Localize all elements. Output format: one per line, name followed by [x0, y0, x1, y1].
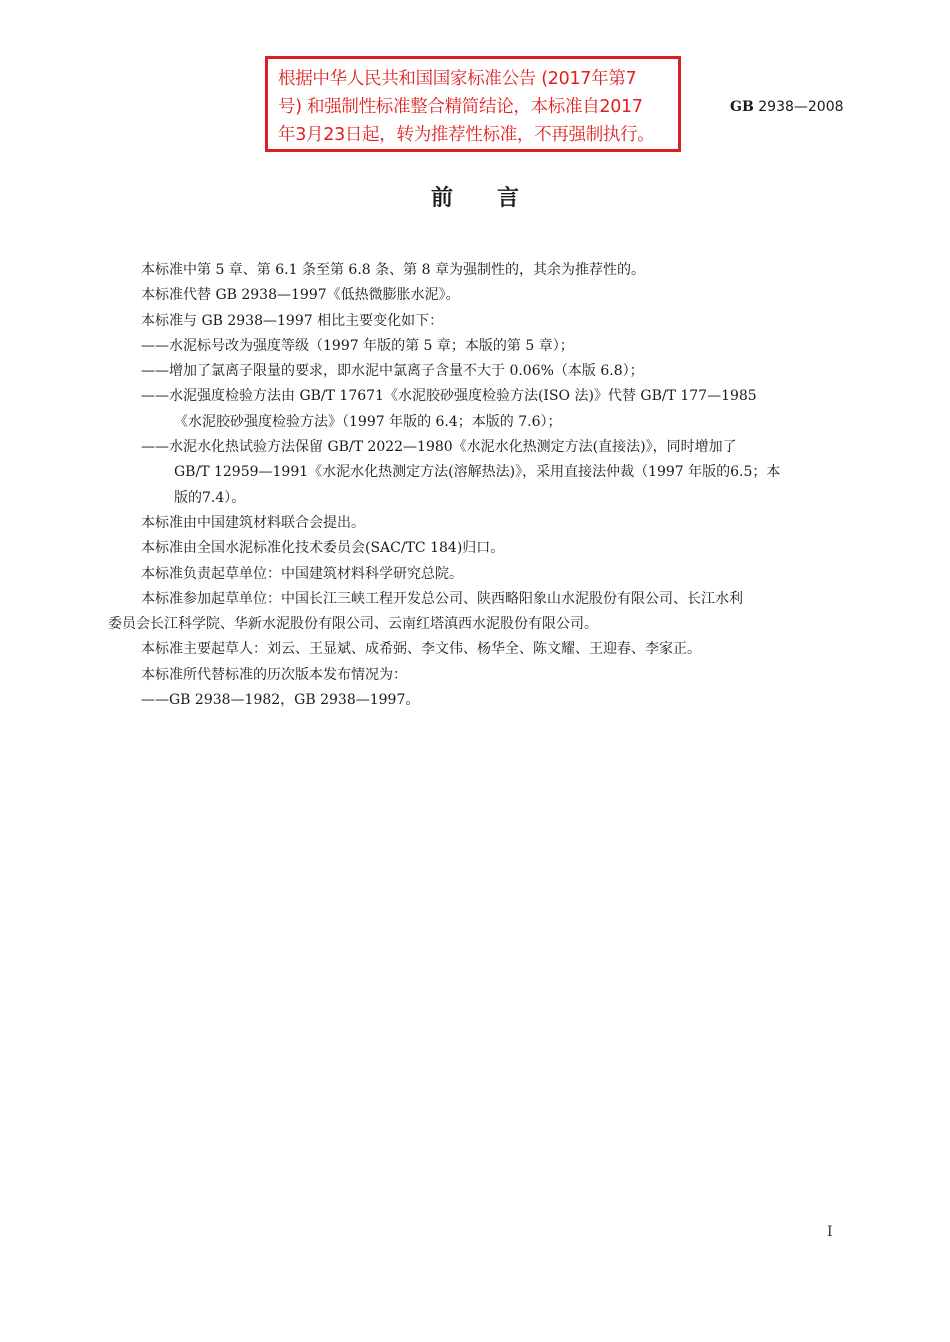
foreword-body: [108, 258, 843, 713]
notice-line: 年3月23日起，转为推荐性标准，不再强制执行。: [278, 125, 655, 145]
page-number: I: [827, 1224, 833, 1240]
paragraph: 本标准主要起草人：刘云、王显斌、成希弼、李文伟、杨华全、陈文耀、王迎春、李家正。: [141, 641, 701, 658]
standard-code-prefix: GB: [730, 99, 754, 115]
paragraph: 本标准中第 5 章、第 6.1 条至第 6.8 条、第 8 章为强制性的，其余为推荐性的。: [141, 262, 645, 278]
notice-line: 根据中华人民共和国国家标准公告 (2017年第7: [278, 69, 637, 89]
change-item: ——增加了氯离子限量的要求，即水泥中氯离子含量不大于 0.06%（本版 6.8）；: [141, 363, 644, 380]
standard-code: [730, 99, 844, 115]
change-item-continuation: 《水泥胶砂强度检验方法》（1997 年版的 6.4；本版的 7.6）；: [174, 413, 562, 430]
change-item: ——水泥标号改为强度等级（1997 年版的第 5 章；本版的第 5 章）；: [141, 337, 574, 354]
notice-line: 号) 和强制性标准整合精简结论，本标准自2017: [278, 97, 643, 117]
standard-code-number: 2938—2008: [758, 99, 844, 115]
paragraph: 本标准负责起草单位：中国建筑材料科学研究总院。: [141, 565, 463, 582]
paragraph: 本标准所代替标准的历次版本发布情况为：: [141, 666, 407, 683]
paragraph: 本标准代替 GB 2938—1997《低热微膨胀水泥》。: [141, 287, 460, 304]
history-item: ——GB 2938—1982，GB 2938—1997。: [141, 692, 420, 709]
change-item-continuation: 版的7.4）。: [174, 489, 246, 506]
mandatory-status-notice: [265, 56, 681, 152]
paragraph-continuation: 委员会长江科学院、华新水泥股份有限公司、云南红塔滇西水泥股份有限公司。: [108, 616, 598, 633]
page-title: 前言: [430, 186, 563, 211]
change-item: ——水泥水化热试验方法保留 GB/T 2022—1980《水泥水化热测定方法(直接法)》，同时增加了: [141, 439, 737, 456]
paragraph: 本标准参加起草单位：中国长江三峡工程开发总公司、陕西略阳象山水泥股份有限公司、长江水利: [141, 590, 743, 607]
paragraph: 本标准由中国建筑材料联合会提出。: [141, 514, 365, 531]
change-item-continuation: GB/T 12959—1991《水泥水化热测定方法(溶解热法)》，采用直接法仲裁（1997 年版的6.5；本: [174, 464, 781, 481]
paragraph: 本标准由全国水泥标准化技术委员会(SAC/TC 184)归口。: [141, 540, 505, 557]
change-item: ——水泥强度检验方法由 GB/T 17671《水泥胶砂强度检验方法(ISO 法)》代替 GB/T 177—1985: [141, 388, 757, 405]
paragraph: 本标准与 GB 2938—1997 相比主要变化如下：: [141, 312, 444, 329]
